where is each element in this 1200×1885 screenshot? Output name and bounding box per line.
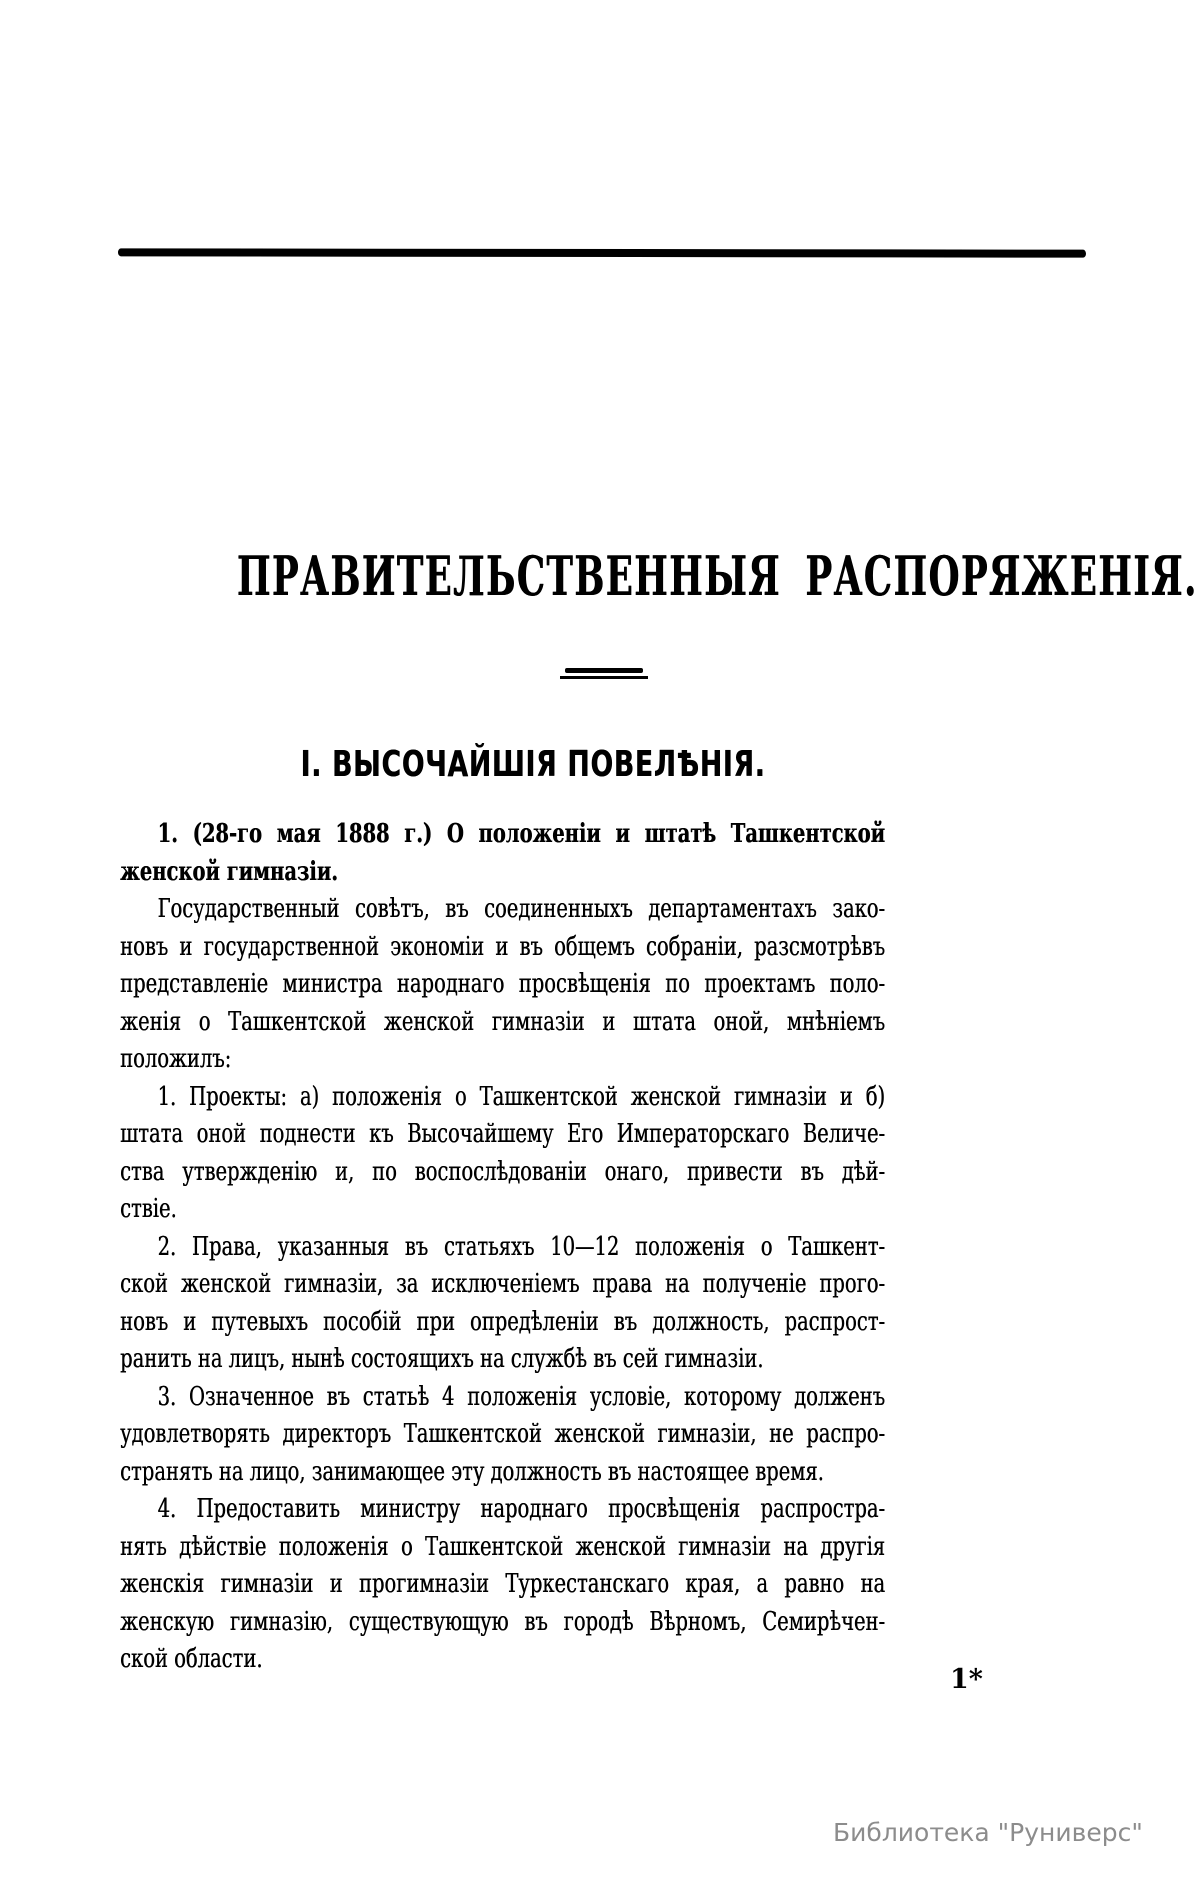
text-line: женскія гимназіи и прогимназіи Туркестанскаго края, а равно на — [120, 1569, 885, 1599]
page-title: ПРАВИТЕЛЬСТВЕННЫЯ РАСПОРЯЖЕНІЯ. — [236, 544, 1198, 608]
text-line: удовлетворять директоръ Ташкентской женской гимназіи, не распро- — [120, 1419, 885, 1449]
divider-bar-thick — [565, 668, 643, 673]
paragraph-item-2 — [120, 1229, 885, 1379]
text-line: Государственный совѣтъ, въ соединенныхъ департаментахъ зако- — [157, 894, 885, 924]
text-line: штата оной поднести къ Высочайшему Его Императорскаго Величе- — [120, 1119, 885, 1149]
text-line: 2. Права, указанныя въ статьяхъ 10—12 положенія о Ташкент- — [157, 1231, 885, 1262]
text-line: новъ и государственной экономіи и въ общемъ собраніи, разсмотрѣвъ — [120, 931, 885, 962]
signature-mark: 1* — [950, 1664, 983, 1695]
paragraph-item-3 — [120, 1379, 885, 1492]
text-line: ства утвержденію и, по воспослѣдованіи онаго, привести въ дѣй- — [120, 1156, 885, 1187]
section-heading: І. ВЫСОЧАЙШІЯ ПОВЕЛѢНІЯ. — [300, 744, 766, 785]
title-divider — [560, 668, 648, 679]
watermark: Библиотека "Руниверс" — [833, 1818, 1143, 1847]
text-line: представленіе министра народнаго просвѣщенія по проектамъ поло- — [120, 969, 885, 999]
paragraph-item-4 — [120, 1491, 885, 1679]
text-line: ской области. — [120, 1644, 263, 1674]
divider-bar-thin — [560, 676, 648, 679]
paragraph-preamble — [120, 891, 885, 1079]
body-text — [120, 816, 885, 1679]
text-line: ранить на лицъ, нынѣ состоящихъ на службѣ въ сей гимназіи. — [120, 1344, 764, 1374]
text-line: женскую гимназію, существующую въ городѣ Вѣрномъ, Семирѣчен- — [120, 1606, 885, 1637]
paragraph-item-1 — [120, 1079, 885, 1229]
text-line: 1. (28-го мая 1888 г.) О положеніи и штатѣ Ташкентской — [157, 819, 885, 849]
text-line: ствіе. — [120, 1194, 177, 1224]
text-line: 1. Проекты: а) положенія о Ташкентской женской гимназіи и б) — [157, 1081, 885, 1112]
paragraph-subject — [120, 816, 885, 891]
text-line: нять дѣйствіе положенія о Ташкентской женской гимназіи на другія — [120, 1531, 885, 1562]
text-line: женія о Ташкентской женской гимназіи и штата оной, мнѣніемъ — [120, 1006, 885, 1037]
top-rule — [118, 248, 1086, 257]
text-line: ской женской гимназіи, за исключеніемъ права на полученіе прого- — [120, 1269, 885, 1299]
text-line: 3. Означенное въ статьѣ 4 положенія условіе, которому долженъ — [157, 1381, 885, 1412]
text-line: положилъ: — [120, 1044, 232, 1074]
text-line: 4. Предоставить министру народнаго просвѣщенія распростра- — [157, 1494, 885, 1524]
text-line: странять на лицо, занимающее эту должность въ настоящее время. — [120, 1456, 824, 1487]
text-line: женской гимназіи. — [120, 856, 338, 887]
text-line: новъ и путевыхъ пособій при опредѣленіи въ должность, распрост- — [120, 1306, 885, 1337]
